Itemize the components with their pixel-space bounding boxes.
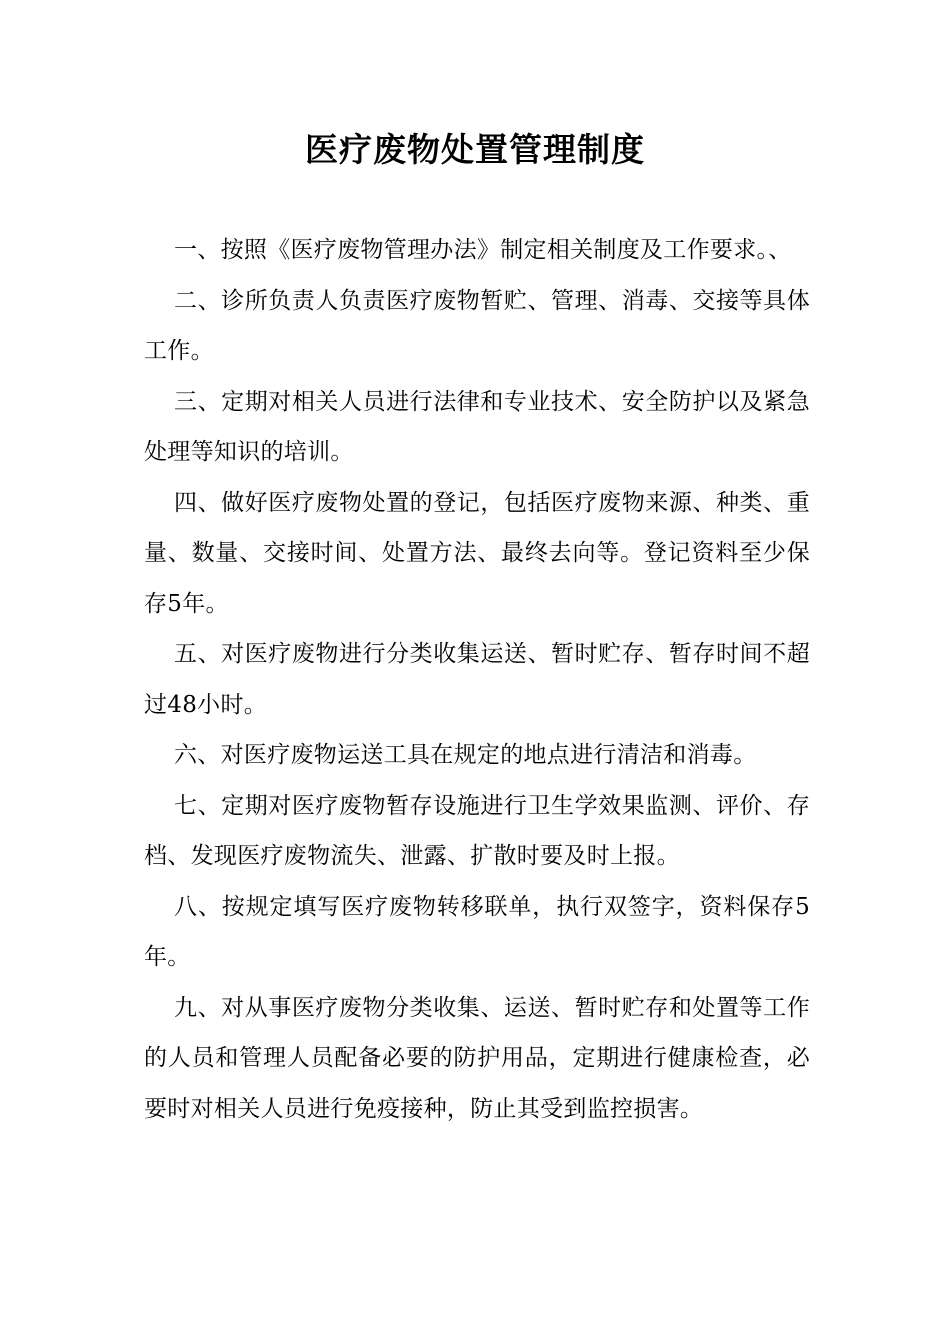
- paragraph-8: 八、按规定填写医疗废物转移联单，执行双签字，资料保存5年。: [144, 893, 810, 970]
- paragraph-6: 六、对医疗废物运送工具在规定的地点进行清洁和消毒。: [174, 742, 757, 768]
- paragraph-7: 七、定期对医疗废物暂存设施进行卫生学效果监测、评价、存档、发现医疗废物流失、泄露、扩散时要及时上报。: [144, 792, 810, 869]
- paragraph-5: 五、对医疗废物进行分类收集运送、暂时贮存、暂存时间不超过48小时。: [144, 641, 810, 718]
- document-body: [144, 225, 810, 1134]
- paragraph-3: 三、定期对相关人员进行法律和专业技术、安全防护以及紧急处理等知识的培训。: [144, 388, 810, 465]
- paragraph-4: 四、做好医疗废物处置的登记，包括医疗废物来源、种类、重量、数量、交接时间、处置方法、最终去向等。登记资料至少保存5年。: [144, 489, 810, 617]
- paragraph-1: 一、按照《医疗废物管理办法》制定相关制度及工作要求。、: [174, 237, 792, 263]
- paragraph-9: 九、对从事医疗废物分类收集、运送、暂时贮存和处置等工作的人员和管理人员配备必要的防护用品，定期进行健康检查，必要时对相关人员进行免疫接种，防止其受到监控损害。: [144, 994, 810, 1122]
- document-title: 医疗废物处置管理制度: [305, 130, 645, 169]
- paragraph-2: 二、诊所负责人负责医疗废物暂贮、管理、消毒、交接等具体工作。: [144, 287, 810, 364]
